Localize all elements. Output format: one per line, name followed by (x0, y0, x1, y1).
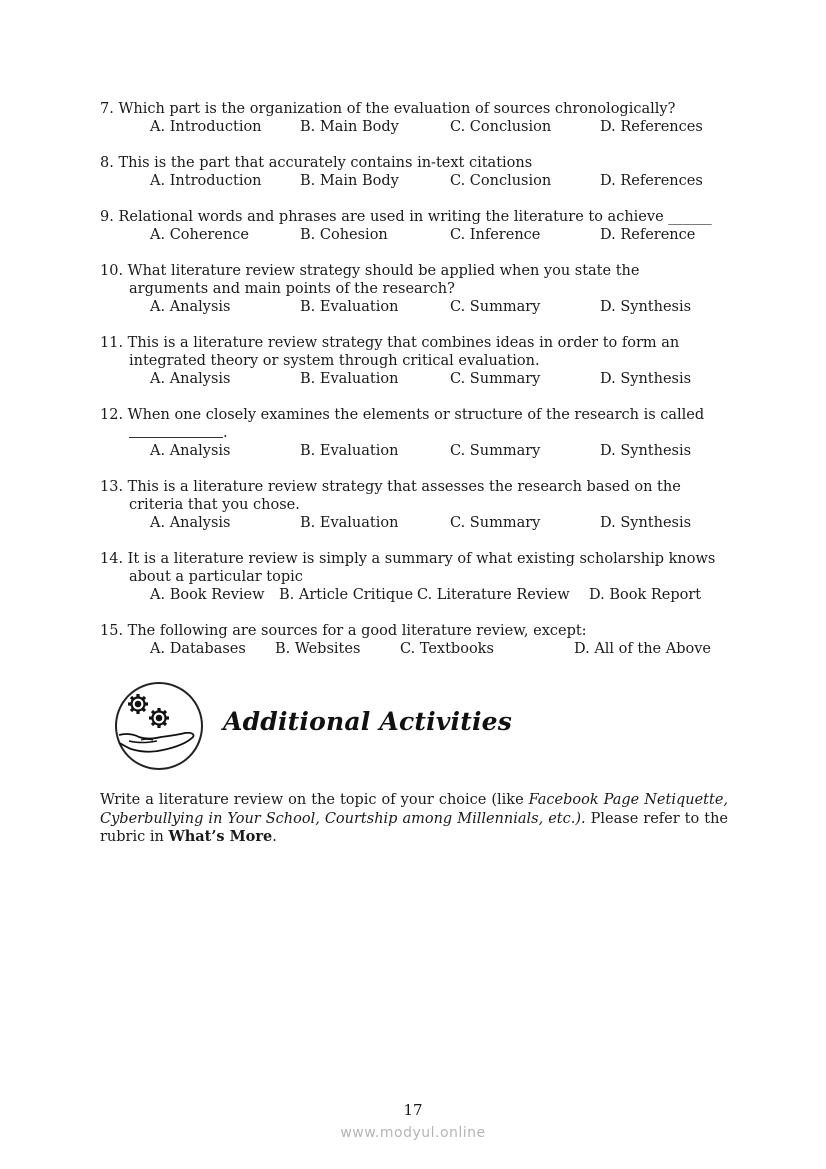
question-number: 13. (100, 479, 124, 495)
choice-a: A. Coherence (150, 227, 249, 243)
choice-b: B. Evaluation (300, 443, 399, 459)
choices (100, 118, 740, 136)
question-number: 7. (100, 101, 114, 117)
question-7 (100, 100, 740, 136)
choice-c: C. Summary (450, 515, 541, 531)
question-text: Relational words and phrases are used in writing the literature to achieve ______ (118, 209, 712, 225)
choice-b: B. Evaluation (300, 515, 399, 531)
question-text-line-2: about a particular topic (129, 569, 303, 585)
question-number: 8. (100, 155, 114, 171)
activity-end: . (272, 829, 277, 845)
question-text: Which part is the organization of the evaluation of sources chronologically? (118, 101, 676, 117)
choice-c: C. Summary (450, 371, 541, 387)
question-15 (100, 622, 740, 658)
choice-a: A. Analysis (150, 443, 231, 459)
question-text: This is the part that accurately contains in-text citations (118, 155, 533, 171)
activity-examples: Facebook Page Netiquette, Cyberbullying in Your School, Courtship among Millennials, etc.). (100, 792, 729, 827)
choice-d: D. Synthesis (600, 299, 692, 315)
activity-instructions (100, 791, 728, 847)
choice-d: D. Synthesis (600, 443, 692, 459)
question-text-line-1: This is a literature review strategy that combines ideas in order to form an (127, 335, 680, 351)
choice-b: B. Evaluation (300, 299, 399, 315)
answer-blank (129, 424, 223, 438)
choice-d: D. References (600, 119, 703, 135)
blank-period: . (223, 425, 228, 441)
choices (100, 586, 740, 604)
question-text-line-2: integrated theory or system through critical evaluation. (129, 353, 540, 369)
question-11 (100, 334, 740, 388)
choice-c: C. Conclusion (450, 173, 552, 189)
question-text-line-2: criteria that you chose. (129, 497, 300, 513)
question-text: When one closely examines the elements or structure of the research is called (127, 407, 705, 423)
choice-b: B. Article Critique (279, 587, 414, 603)
choices (100, 370, 740, 388)
choice-b: B. Main Body (300, 119, 399, 135)
question-12 (100, 406, 740, 460)
choices (100, 226, 740, 244)
choice-c: C. Conclusion (450, 119, 552, 135)
choice-c: C. Summary (450, 299, 541, 315)
question-text-line-1: It is a literature review is simply a summary of what existing scholarship knows (127, 551, 716, 567)
choice-b: B. Main Body (300, 173, 399, 189)
choices (100, 640, 740, 658)
question-number: 10. (100, 263, 124, 279)
section-title: Additional Activities (223, 707, 513, 736)
question-8 (100, 154, 740, 190)
question-text-line-1: What literature review strategy should be applied when you state the (127, 263, 640, 279)
choice-c: C. Summary (450, 443, 541, 459)
activity-reference: What’s More (168, 828, 273, 845)
choice-d: D. Synthesis (600, 371, 692, 387)
choices (100, 172, 740, 190)
choice-a: A. Databases (150, 641, 246, 657)
question-text-line-1: This is a literature review strategy that assesses the research based on the (127, 479, 681, 495)
activity-mid: Please refer to the rubric in (100, 810, 728, 845)
choice-c: C. Textbooks (400, 641, 494, 657)
choice-d: D. References (600, 173, 703, 189)
choice-b: B. Evaluation (300, 371, 399, 387)
choice-a: A. Analysis (150, 371, 231, 387)
question-10 (100, 262, 740, 316)
choice-d: D. Synthesis (600, 515, 692, 531)
choice-c: C. Literature Review (417, 587, 570, 603)
gears-on-hand-icon (111, 681, 207, 771)
question-text: The following are sources for a good literature review, except: (127, 623, 587, 639)
choice-c: C. Inference (450, 227, 541, 243)
question-number: 9. (100, 209, 114, 225)
choices (100, 514, 740, 532)
choice-a: A. Analysis (150, 515, 231, 531)
question-number: 11. (100, 335, 124, 351)
question-text-line-2: arguments and main points of the research? (129, 281, 455, 297)
choices (100, 442, 740, 460)
question-9 (100, 208, 740, 244)
choice-d: D. Reference (600, 227, 696, 243)
choice-d: D. All of the Above (574, 641, 711, 657)
question-13 (100, 478, 740, 532)
watermark: www.modyul.online (340, 1125, 486, 1141)
question-number: 12. (100, 407, 124, 423)
question-number: 14. (100, 551, 124, 567)
choice-a: A. Book Review (150, 587, 265, 603)
choice-a: A. Analysis (150, 299, 231, 315)
activity-intro: Write a literature review on the topic of your choice (like (100, 792, 529, 808)
choice-d: D. Book Report (589, 587, 702, 603)
choice-b: B. Cohesion (300, 227, 388, 243)
choice-a: A. Introduction (150, 119, 262, 135)
choices (100, 298, 740, 316)
choice-b: B. Websites (275, 641, 361, 657)
question-14 (100, 550, 740, 604)
question-number: 15. (100, 623, 124, 639)
page-number: 17 (403, 1101, 423, 1119)
choice-a: A. Introduction (150, 173, 262, 189)
